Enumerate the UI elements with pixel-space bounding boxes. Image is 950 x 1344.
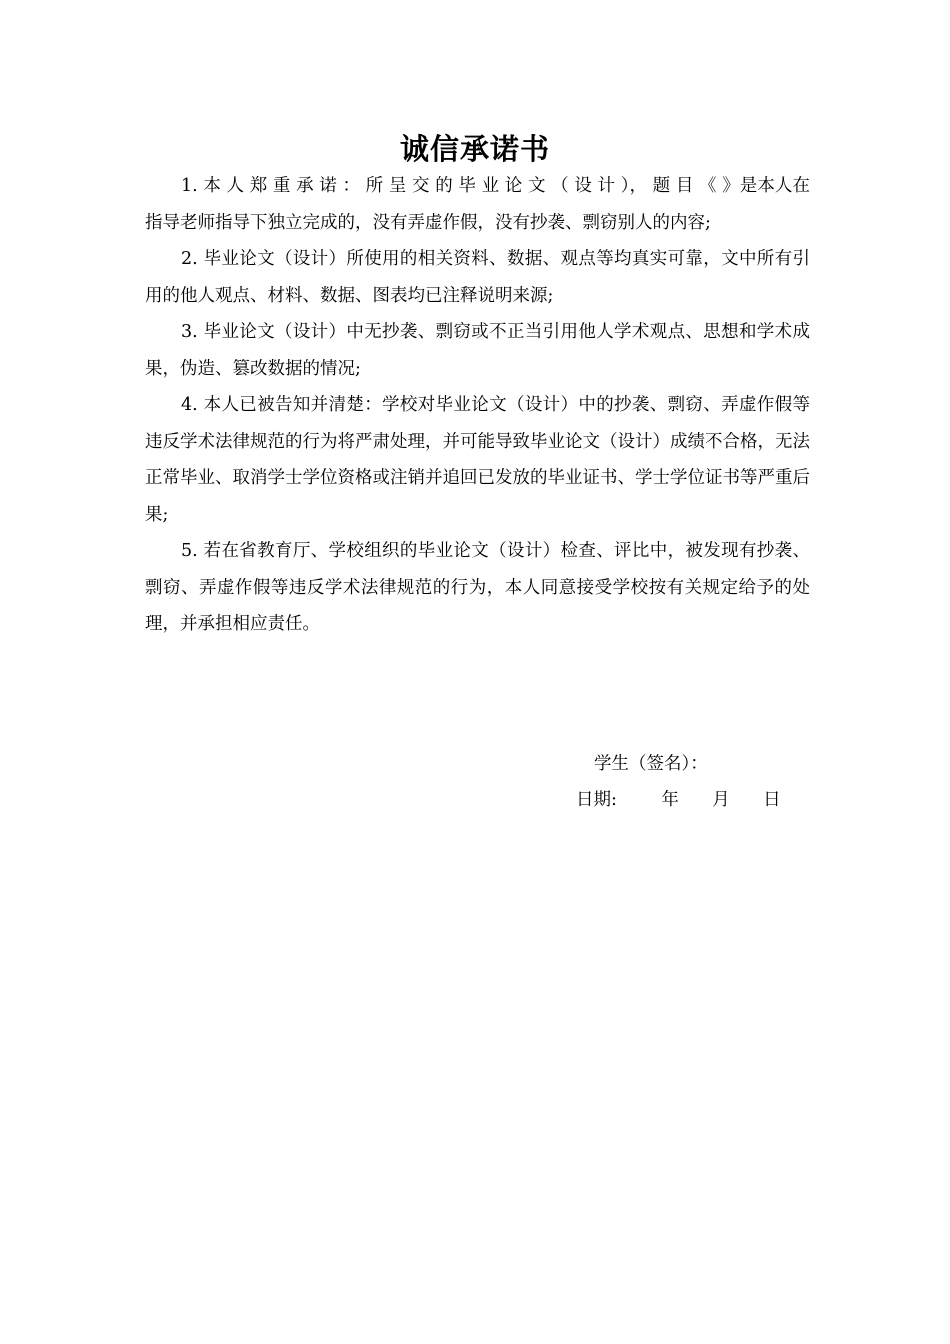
- signature-block: [560, 746, 820, 818]
- date-label: 日期: 年 月 日: [576, 790, 781, 810]
- commitment-item-4: 4. 本人已被告知并清楚：学校对毕业论文（设计）中的抄袭、剽窃、弄虚作假等违反学术法律规范的行为将严肃处理，并可能导致毕业论文（设计）成绩不合格，无法正常毕业、取消学士学位资格或注销并追回已发放的毕业证书、学士学位证书等严重后果;: [145, 395, 810, 525]
- document-body: [145, 168, 810, 643]
- commitment-item-5: 5. 若在省教育厅、学校组织的毕业论文（设计）检查、评比中，被发现有抄袭、剽窃、弄虚作假等违反学术法律规范的行为，本人同意接受学校按有关规定给予的处理，并承担相应责任。: [145, 541, 810, 634]
- document-title: 诚信承诺书: [399, 132, 550, 166]
- commitment-item-3: 3. 毕业论文（设计）中无抄袭、剽窃或不正当引用他人学术观点、思想和学术成果，伪造、篡改数据的情况;: [145, 322, 810, 379]
- commitment-item-1: 1. 本 人 郑 重 承 诺 ： 所 呈 交 的 毕 业 论 文 （ 设 计 ）， 题 目 《 》是本人在指导老师指导下独立完成的，没有弄虚作假，没有抄袭、剽窃别人的内容;: [145, 176, 810, 233]
- commitment-item-2: 2. 毕业论文（设计）所使用的相关资料、数据、观点等均真实可靠，文中所有引用的他人观点、材料、数据、图表均已注释说明来源;: [145, 249, 810, 306]
- student-signature-label: 学生（签名）：: [594, 754, 708, 774]
